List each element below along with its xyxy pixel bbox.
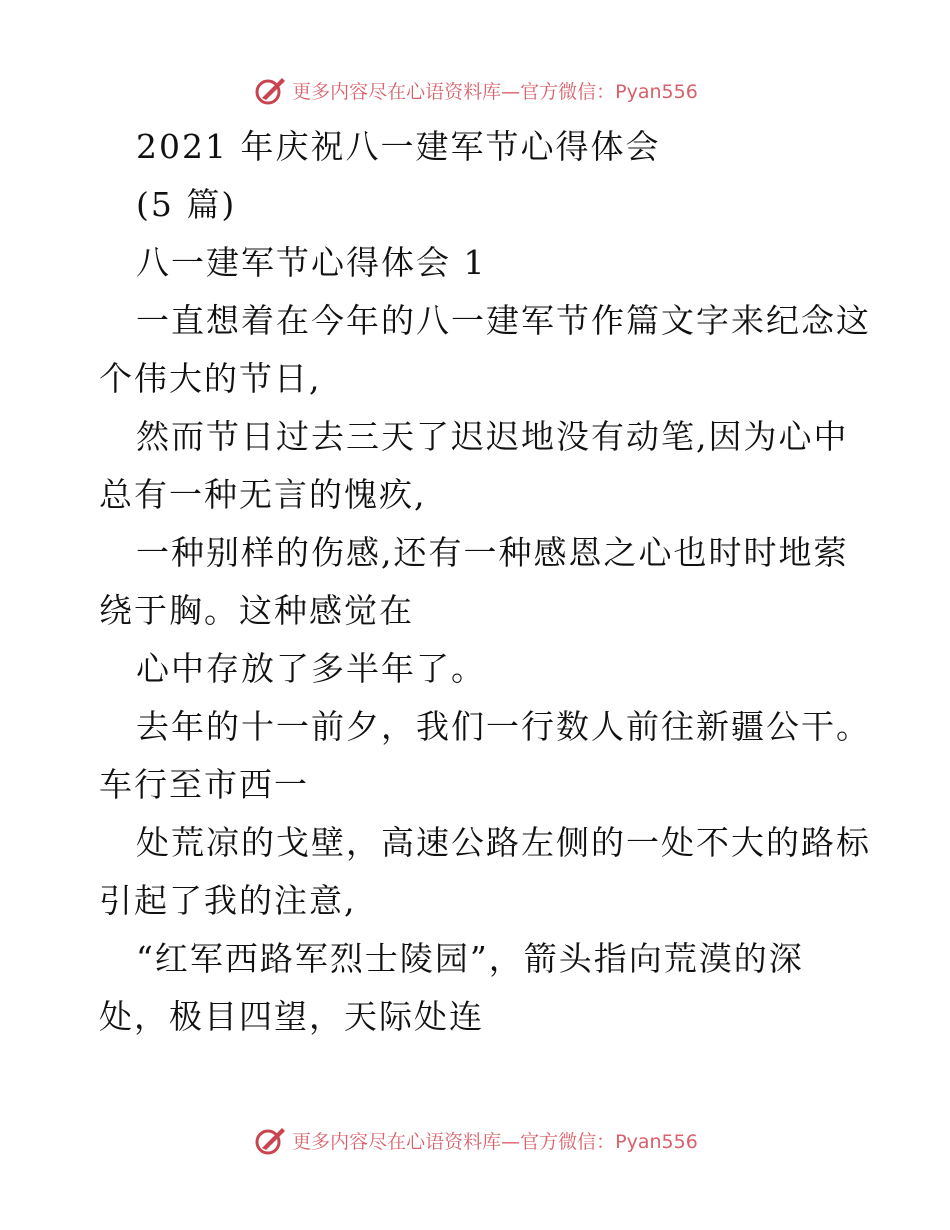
text-line: 然而节日过去三天了迟迟地没有动笔,因为心中	[136, 417, 849, 456]
quill-logo-icon	[252, 72, 288, 108]
text-line: 个伟大的节日,	[99, 359, 322, 398]
watermark-wechat-id: Pyan556	[615, 80, 698, 103]
text-line: 车行至市西一	[99, 765, 309, 804]
watermark-wechat-id: Pyan556	[615, 1130, 698, 1153]
document-body	[0, 118, 950, 1046]
text-line: 处荒凉的戈壁，高速公路左侧的一处不大的路标	[136, 823, 871, 862]
text-line: 总有一种无言的愧疚,	[99, 475, 427, 514]
header-watermark	[0, 70, 950, 110]
text-line: 一种别样的伤感,还有一种感恩之心也时时地萦	[136, 533, 849, 572]
section-heading: 八一建军节心得体会 1	[136, 243, 487, 282]
watermark-text: 更多内容尽在心语资料库—官方微信：Pyan556	[292, 80, 698, 103]
document-subtitle: (5 篇)	[136, 185, 237, 224]
quill-logo-icon	[252, 1122, 288, 1158]
text-line: 引起了我的注意,	[99, 881, 357, 920]
text-line: 处，极目四望，天际处连	[99, 997, 484, 1036]
document-title: 2021 年庆祝八一建军节心得体会	[136, 127, 661, 166]
footer-watermark	[0, 1120, 950, 1160]
text-line: “红军西路军烈士陵园”，箭头指向荒漠的深	[136, 939, 804, 978]
text-line: 去年的十一前夕，我们一行数人前往新疆公干。	[136, 707, 871, 746]
text-line: 心中存放了多半年了。	[136, 649, 486, 688]
text-line: 一直想着在今年的八一建军节作篇文字来纪念这	[136, 301, 871, 340]
text-line: 绕于胸。这种感觉在	[99, 591, 414, 630]
watermark-text: 更多内容尽在心语资料库—官方微信：Pyan556	[292, 1130, 698, 1153]
